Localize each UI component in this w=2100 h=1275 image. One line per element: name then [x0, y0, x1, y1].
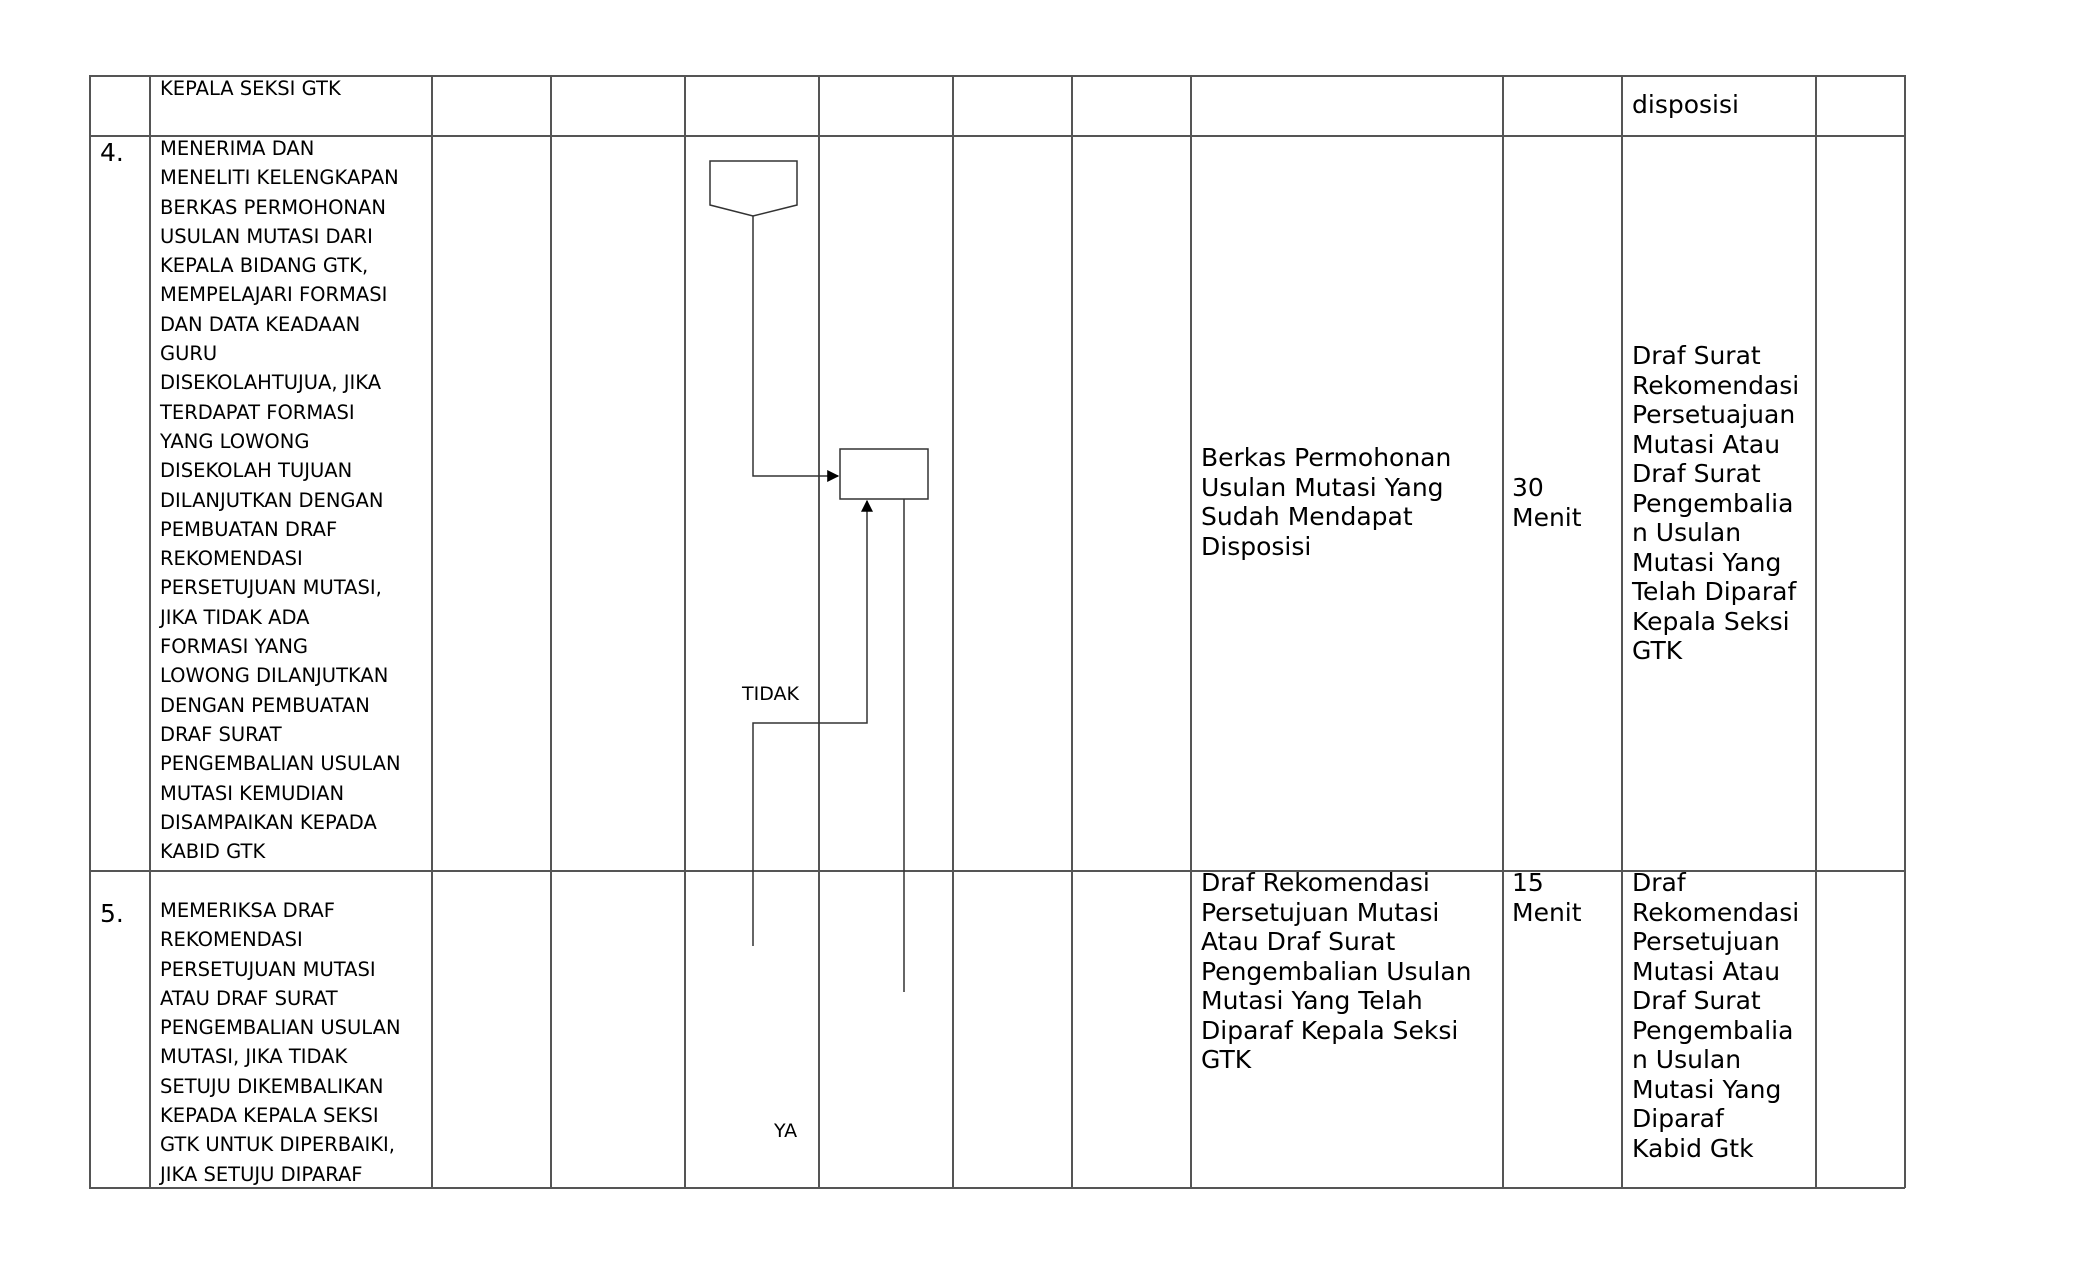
- process-box-shape: [840, 449, 928, 499]
- activity-cell: MENERIMA DAN MENELITI KELENGKAPAN BERKAS PERMOHONAN USULAN MUTASI DARI KEPALA BIDANG GTK, MEMPELAJARI FORMASI DAN DATA KEADAAN GURU DISEKOLAHTUJUA, JIKA TERDAPAT FORMASI YANG LOWONG DISEKOLAH TUJUAN DILANJUTKAN DENGAN PEMBUATAN DRAF REKOMENDASI PERSETUJUAN MUTASI, JIKA TIDAK ADA FORMASI YANG LOWONG DILANJUTKAN DENGAN PEMBUATAN DRAF SURAT PENGEMBALIAN USULAN MUTASI KEMUDIAN DISAMPAIKAN KEPADA KABID GTK: [160, 137, 401, 864]
- offpage-connector-shape: [710, 161, 797, 216]
- requirement-cell: Draf Rekomendasi Persetujuan Mutasi Atau Draf Surat Pengembalian Usulan Mutasi Yang Telah Diparaf Kepala Seksi GTK: [1201, 868, 1472, 1074]
- output-cell: Draf Surat Rekomendasi Persetuajuan Mutasi Atau Draf Surat Pengembalia n Usulan Mutasi Yang Telah Diparaf Kepala Seksi GTK: [1632, 341, 1800, 665]
- flow-line-to-process: [753, 216, 838, 476]
- time-cell: 15 Menit: [1512, 868, 1582, 927]
- activity-cell: KEPALA SEKSI GTK: [160, 77, 341, 100]
- activity-cell: MEMERIKSA DRAF REKOMENDASI PERSETUJUAN MUTASI ATAU DRAF SURAT PENGEMBALIAN USULAN MUTASI, JIKA TIDAK SETUJU DIKEMBALIKAN KEPADA KEPALA SEKSI GTK UNTUK DIPERBAIKI, JIKA SETUJU DIPARAF: [160, 899, 401, 1186]
- flow-label-ya: YA: [774, 1120, 798, 1142]
- row-number: 5.: [100, 899, 124, 928]
- output-cell: disposisi: [1632, 90, 1739, 119]
- flow-label-tidak: TIDAK: [742, 683, 799, 705]
- output-cell: Draf Rekomendasi Persetujuan Mutasi Atau Draf Surat Pengembalia n Usulan Mutasi Yang Diparaf Kabid Gtk: [1632, 868, 1800, 1163]
- row-number: 4.: [100, 138, 124, 167]
- time-cell: 30 Menit: [1512, 473, 1582, 532]
- requirement-cell: Berkas Permohonan Usulan Mutasi Yang Sudah Mendapat Disposisi: [1201, 443, 1452, 561]
- flow-line-return-tidak: [753, 501, 867, 946]
